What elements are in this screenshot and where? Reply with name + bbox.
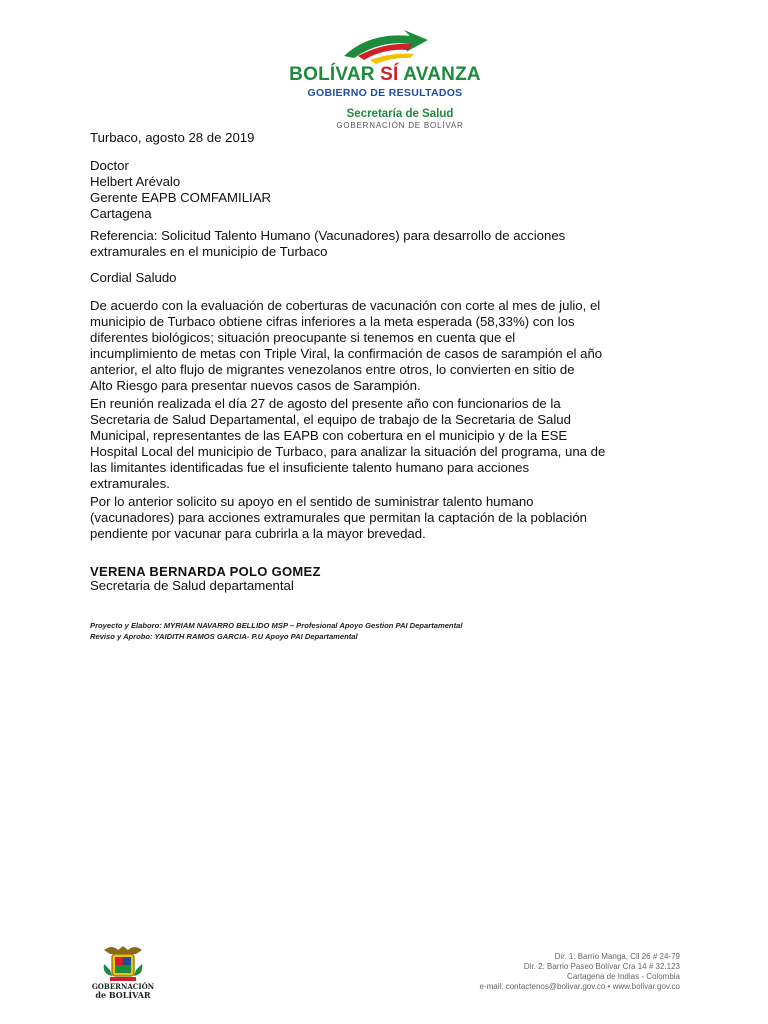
website-link[interactable]: www.bolivar.gov.co [612, 982, 680, 991]
addressee-line: Gerente EAPB COMFAMILIAR [90, 190, 272, 205]
credits-line: Reviso y Aprobo: YAIDITH RAMOS GARCIA- P.U Apoyo PAI Departamental [90, 632, 358, 641]
footer-logo-line-1: GOBERNACIÓN [91, 982, 155, 991]
signature-name: VERENA BERNARDA POLO GOMEZ [90, 564, 321, 579]
paragraph-1 [90, 298, 679, 394]
brand-part-2: SÍ [380, 64, 399, 85]
paragraph-line: diferentes biológicos; situación preocupante si tenemos en cuenta que el [90, 330, 516, 345]
paragraph-line: Municipal, representantes de las EAPB con cobertura en el municipio y de la ESE [90, 428, 568, 443]
signature-title: Secretaria de Salud departamental [90, 578, 294, 593]
paragraph-2 [90, 396, 679, 492]
paragraph-line: (vacunadores) para acciones extramurales que permitan la captación de la población [90, 510, 588, 525]
paragraph-line: municipio de Turbaco obtiene cifras inferiores a la meta esperada (58,33%) con los [90, 314, 575, 329]
brand-part-1: BOLÍVAR [289, 64, 381, 85]
coat-of-arms-icon [100, 944, 146, 984]
separator: • [605, 982, 613, 991]
footer-logo-line-2: de BOLÍVAR [95, 990, 151, 1000]
paragraph-line: incumplimiento de metas con Triple Viral, la confirmación de casos de sarampión el año [90, 346, 603, 361]
brand-part-3: AVANZA [398, 64, 481, 85]
addressee-line: Cartagena [90, 206, 152, 221]
gobernacion-bolivar-logo [88, 944, 158, 1000]
reference-line: Referencia: Solicitud Talento Humano (Vacunadores) para desarrollo de acciones [90, 228, 566, 243]
brand-tagline: GOBIERNO DE RESULTADOS [307, 87, 463, 99]
paragraph-line: Secretaria de Salud Departamental, el equipo de trabajo de la Secretaria de Salud [90, 412, 571, 427]
reference-line: extramurales en el municipio de Turbaco [90, 244, 328, 259]
credits-line: Proyecto y Elaboro: MYRIAM NAVARRO BELLIDO MSP – Profesional Apoyo Gestion PAI Departamental [90, 621, 463, 630]
government-name: GOBERNACIÓN DE BOLÍVAR [336, 121, 464, 130]
paragraph-3 [90, 494, 679, 542]
email-link[interactable]: e-mail: contactenos@bolivar.gov.co [479, 982, 606, 991]
address-1: Dir. 1: Barrio Manga, Cll 26 # 24-79 [554, 952, 680, 961]
addressee-line: Helbert Arévalo [90, 174, 181, 189]
addressee-line: Doctor [90, 158, 129, 173]
paragraph-line: las limitantes identificadas fue el insuficiente talento humano para acciones [90, 460, 530, 475]
paragraph-line: Hospital Local del municipio de Turbaco, para analizar la situación del programa, una de [90, 444, 606, 459]
contact-info [440, 952, 680, 992]
bolivar-si-avanza-logo [280, 26, 490, 108]
credits-block [90, 620, 462, 642]
reference-block [90, 228, 679, 260]
addressee-block [90, 158, 679, 222]
office-name: Secretaría de Salud [346, 108, 454, 120]
swoosh-logo-icon [340, 26, 430, 66]
letter-date: Turbaco, agosto 28 de 2019 [90, 130, 255, 145]
paragraph-line: En reunión realizada el día 27 de agosto del presente año con funcionarios de la [90, 396, 561, 411]
city: Cartagena de Indias - Colombia [567, 972, 680, 981]
paragraph-line: anterior, el alto flujo de migrantes venezolanos entre otros, lo convierten en sitio de [90, 362, 575, 377]
paragraph-line: extramurales. [90, 476, 170, 491]
paragraph-line: De acuerdo con la evaluación de coberturas de vacunación con corte al mes de julio, el [90, 298, 601, 313]
paragraph-line: Por lo anterior solicito su apoyo en el sentido de suministrar talento humano [90, 494, 534, 509]
paragraph-line: Alto Riesgo para presentar nuevos casos de Sarampión. [90, 378, 421, 393]
paragraph-line: pendiente por vacunar para cubrirla a la mayor brevedad. [90, 526, 426, 541]
greeting: Cordial Saludo [90, 270, 177, 285]
email-web-line [440, 982, 680, 992]
brand-name [280, 64, 490, 86]
address-2: Dir. 2: Barrio Paseo Bolívar Cra 14 # 32.123 [523, 962, 680, 971]
